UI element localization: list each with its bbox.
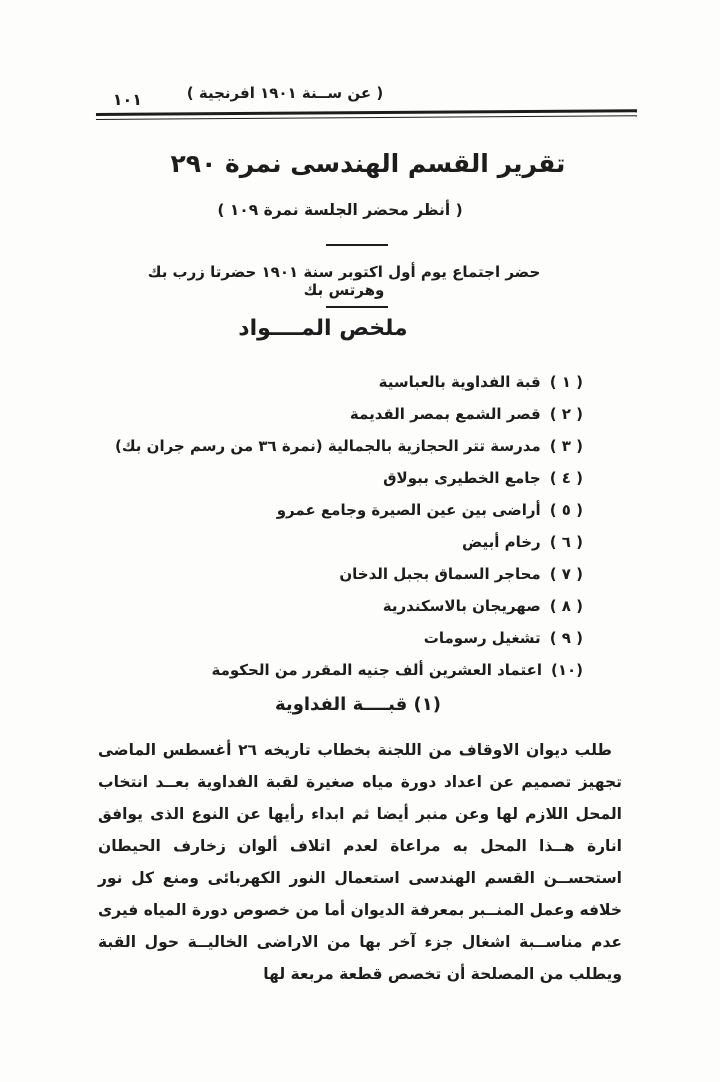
short-divider-rule-1 (326, 244, 388, 246)
item-title: تشغيل رسومات (423, 629, 541, 647)
page-number: ١٠١ (112, 90, 142, 109)
item-number: ( ١ ) (549, 373, 583, 391)
item-title: اعتماد العشرين ألف جنيه المقرر من الحكومة (211, 661, 542, 679)
list-item (100, 366, 583, 398)
list-item (100, 494, 583, 526)
item-number: ( ٤ ) (549, 469, 583, 487)
item-number: ( ٥ ) (549, 501, 583, 519)
subjects-list (100, 366, 583, 686)
list-item (100, 398, 583, 430)
item-title: جامع الخطيرى ببولاق (383, 469, 541, 487)
item-number: ( ٣ ) (549, 437, 583, 455)
report-title: تقرير القسم الهندسى نمرة ٢٩٠ (170, 149, 566, 178)
body-paragraph: طلب ديوان الاوقاف من اللجنة بخطاب تاريخه ٢٦ أغسطس الماضى تجهيز تصميم عن اعداد دورة مياه صغيرة لقبة الفداوية بعــد انتخاب المحل اللازم لها وعن منبر أيضا ثم ابداء رأيها عن النوع الذى يوافق انارة هــذا المحل به مراعاة لعدم اتلاف ألوان زخارف الحيطان استحســن القسم الهندسى استعمال النور الكهربائى ومنع كل نور خلافه وعمل المنــبر بمعرفة الديوان أما من خصوص دورة المياه فيرى عدم مناســبة اشغال جزء آخر بها من الاراضى الخاليــة حول القبة ويطلب من المصلحة أن تخصص قطعة مربعة لها (98, 741, 622, 983)
summary-of-subjects-heading: ملخص المــــواد (238, 316, 408, 341)
item-number: ( ٧ ) (549, 565, 583, 583)
header-divider-double-rule (96, 109, 637, 120)
list-item (100, 654, 583, 686)
session-reference-subtitle: ( أنظر محضر الجلسة نمرة ١٠٩ ) (217, 201, 463, 219)
item-title: محاجر السماق بجبل الدخان (339, 565, 541, 583)
item-number: ( ٦ ) (549, 533, 583, 551)
item-number: ( ٩ ) (549, 629, 583, 647)
item-number: (١٠) (550, 661, 583, 679)
list-item (100, 590, 583, 622)
item-title: قبة الفداوية بالعباسية (378, 373, 541, 391)
item-title: قصر الشمع بمصر القديمة (349, 405, 541, 423)
list-item (100, 558, 583, 590)
item-title: مدرسة تتر الحجازية بالجمالية (نمرة ٣٦ من رسم جران بك) (114, 437, 541, 455)
divider-line-thick (96, 109, 637, 115)
divider-line-thin (96, 115, 637, 120)
list-item (100, 462, 583, 494)
item-title: أراضى بين عين الصيرة وجامع عمرو (276, 501, 541, 519)
short-divider-rule-2 (326, 306, 388, 308)
section-heading-dome-of-fadawiya: (١) قبــــة الفداوية (275, 694, 441, 715)
list-item (100, 526, 583, 558)
item-title: صهريجان بالاسكندرية (382, 597, 541, 615)
item-title: رخام أبيض (462, 533, 541, 551)
list-item (100, 622, 583, 654)
item-number: ( ٨ ) (549, 597, 583, 615)
list-item (100, 430, 583, 462)
meeting-attendance-line: حضر اجتماع يوم أول اكتوبر سنة ١٩٠١ حضرتا زرب بك وهرتس بك (147, 263, 541, 299)
item-number: ( ٢ ) (549, 405, 583, 423)
year-header: ( عن ســنة ١٩٠١ افرنجية ) (186, 84, 384, 102)
